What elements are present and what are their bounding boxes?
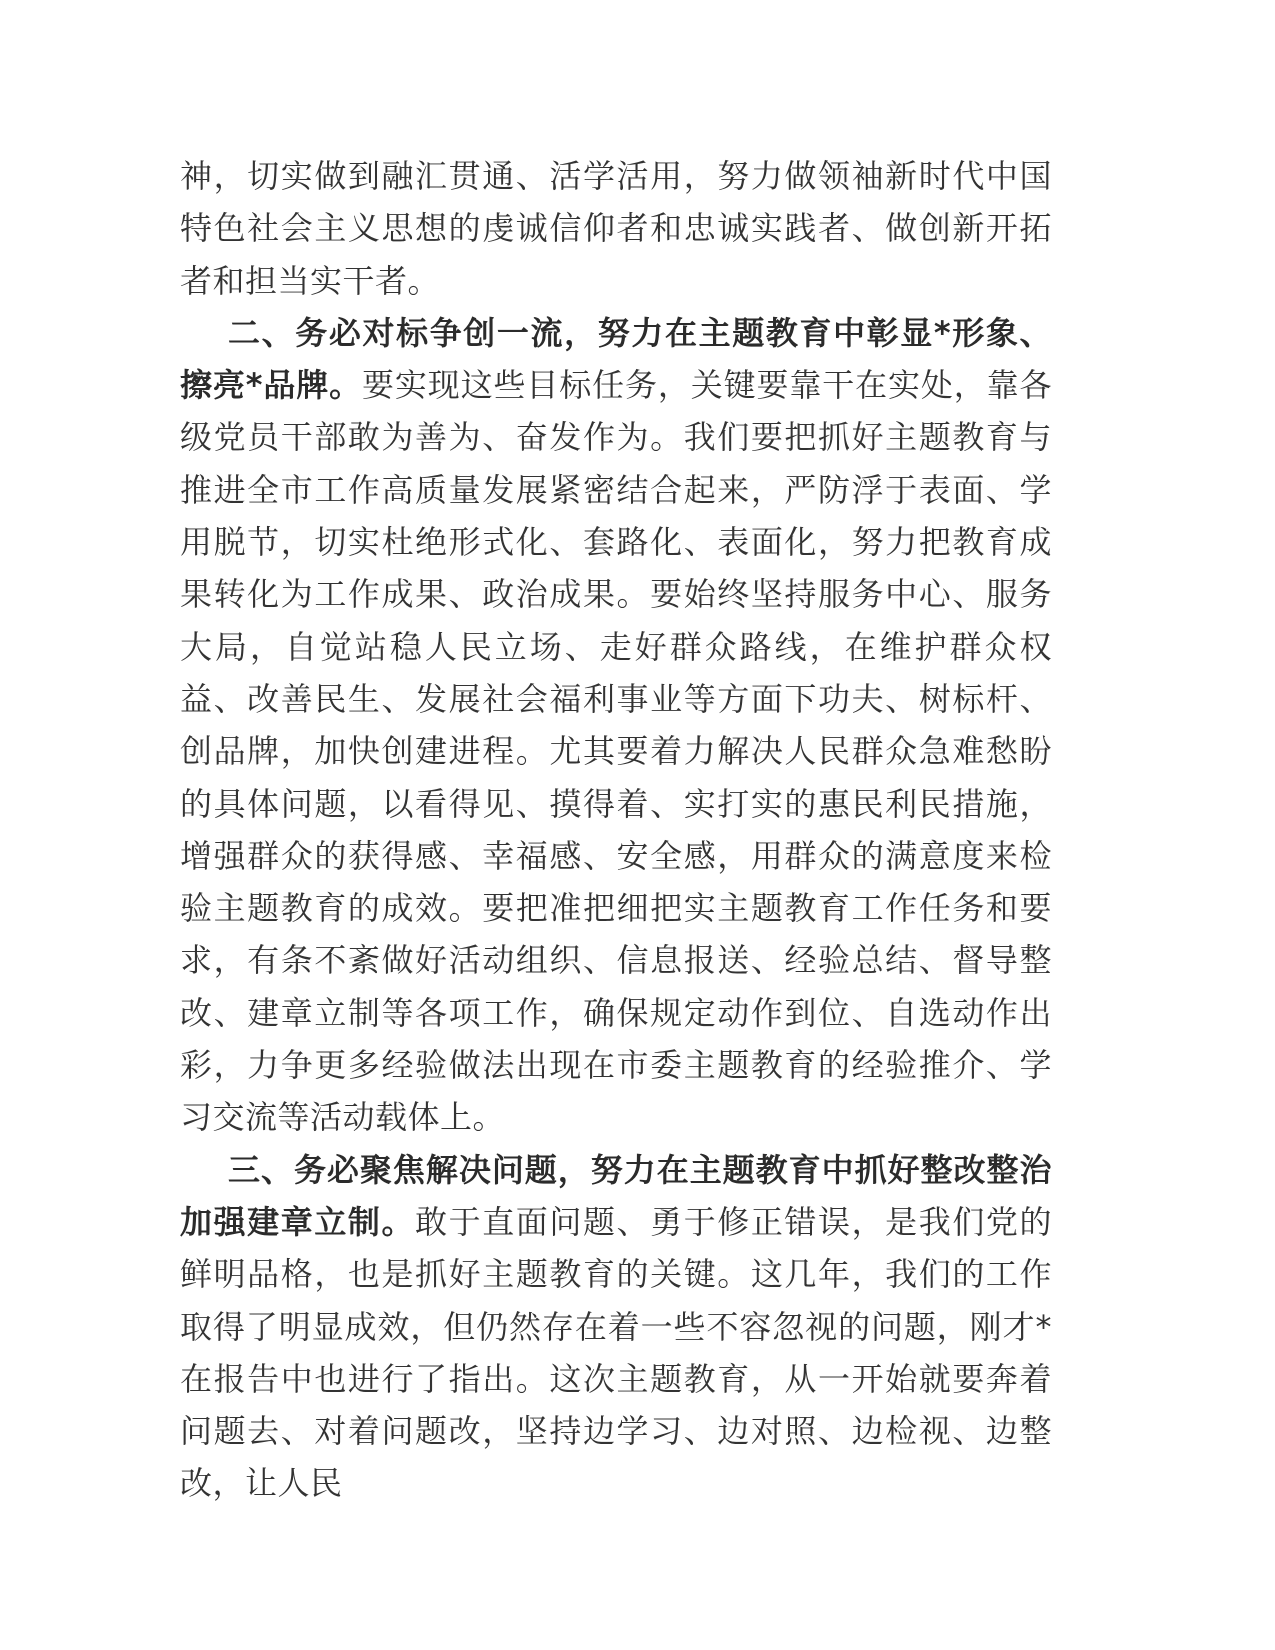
section-2-heading: 二、务必对标争创一流，努力在主题教育中彰显*形象、擦亮*品牌。 bbox=[180, 313, 1052, 405]
paragraph-2-text: 要实现这些目标任务，关键要靠干在实处，靠各级党员干部敢为善为、奋发作为。我们要把抓好主题教育与推进全市工作高质量发展紧密结合起来，严防浮于表面、学用脱节，切实杜绝形式化、套路化、表面化，努力把教育成果转化为工作成果、政治成果。要始终坚持服务中心、服务大局，自觉站稳人民立场、走好群众路线，在维护群众权益、改善民生、发展社会福利事业等方面下功夫、树标杆、创品牌，加快创建进程。尤其要着力解决人民群众急难愁盼的具体问题，以看得见、摸得着、实打实的惠民利民措施，增强群众的获得感、幸福感、安全感，用群众的满意度来检验主题教育的成效。要把准把细把实主题教育工作任务和要求，有条不紊做好活动组织、信息报送、经验总结、督导整改、建章立制等各项工作，确保规定动作到位、自选动作出彩，力争更多经验做法出现在市委主题教育的经验推介、学习交流等活动载体上。 bbox=[180, 366, 1052, 1137]
section-3-heading: 三、务必聚焦解决问题，努力在主题教育中抓好整改整治加强建章立制。 bbox=[180, 1150, 1052, 1241]
paragraph-1 bbox=[180, 150, 1052, 307]
paragraph-1-text: 神，切实做到融汇贯通、活学活用，努力做领袖新时代中国特色社会主义思想的虔诚信仰者和忠诚实践者、做创新开拓者和担当实干者。 bbox=[180, 157, 1052, 300]
paragraph-3-text: 敢于直面问题、勇于修正错误，是我们党的鲜明品格，也是抓好主题教育的关键。这几年，我们的工作取得了明显成效，但仍然存在着一些不容忽视的问题，刚才*在报告中也进行了指出。这次主题教育，从一开始就要奔着问题去、对着问题改，坚持边学习、边对照、边检视、边整改，让人民 bbox=[180, 1202, 1052, 1503]
paragraph-3 bbox=[180, 1144, 1052, 1510]
document-body bbox=[180, 150, 1052, 1510]
paragraph-2 bbox=[180, 307, 1052, 1144]
